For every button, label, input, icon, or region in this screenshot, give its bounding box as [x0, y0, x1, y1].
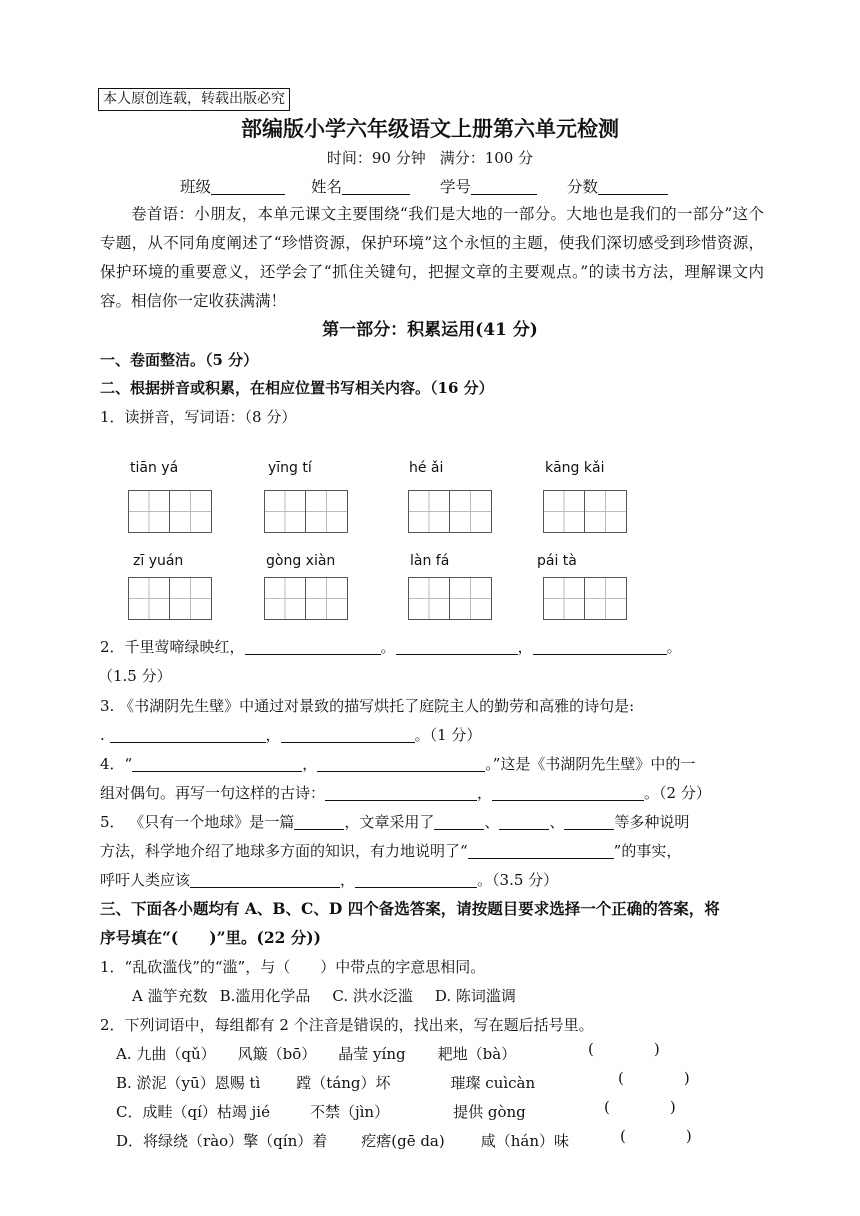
part1-heading: 第一部分：积累运用(41 分) [322, 320, 538, 340]
id-label: 学号 [440, 178, 472, 196]
q5-blank-2[interactable] [434, 813, 484, 830]
exam-meta [0, 146, 860, 170]
row-d-item-2: 疙瘩(gē da) [361, 1132, 445, 1150]
q5-blank-1[interactable] [294, 813, 344, 830]
q5-text-f: 呼吁人类应该 [100, 871, 191, 889]
name-blank[interactable] [342, 178, 410, 195]
mc2-stem: 2．下列词语中，每组都有 2 个注音是错误的，找出来，写在题后括号里。 [100, 1016, 594, 1034]
q5-blank-3[interactable] [499, 813, 549, 830]
row-b-item-2: 蹚（táng）坏 [296, 1074, 391, 1092]
student-info [180, 174, 668, 200]
writing-grid-8[interactable] [543, 577, 627, 620]
writing-grid-7[interactable] [408, 577, 492, 620]
q5-line-3: 呼吁人类应该 ， 。（3.5 分） [100, 871, 559, 889]
section1-heading: 一、卷面整洁。（5 分） [100, 351, 259, 369]
q5-blank-6[interactable] [190, 871, 340, 888]
q2-line: 2．千里莺啼绿映红， 。 ， 。 [100, 638, 682, 656]
q4-line-2: 组对偶句。再写一句这样的古诗： ， 。（2 分） [100, 784, 711, 802]
row-a-item-2: 风簸（bō） [237, 1045, 317, 1063]
name-label: 姓名 [311, 178, 343, 196]
q3-blank-1[interactable] [110, 726, 266, 743]
q4-text-c: 组对偶句。再写一句这样的古诗： [100, 784, 326, 802]
q5-text-d: 方法，科学地介绍了地球多方面的知识，有力地说明了“ [100, 842, 468, 860]
intro-paragraph: 卷首语：小朋友，本单元课文主要围绕“我们是大地的一部分。大地也是我们的一部分”这个专题，从不同角度阐述了“珍惜资源，保护环境”这个永恒的主题，使我们深切感受到珍惜资源，保护环境的重要意义，还学会了“抓住关键句，把握文章的主要观点。”的读书方法，理解课文内容。相信你一定收获满满！ [100, 205, 764, 310]
section3-heading-1: 三、下面各小题均有 A、B、C、D 四个备选答案，请按题目要求选择一个正确的答案，将 [100, 899, 720, 918]
q5-blank-4[interactable] [564, 813, 614, 830]
q5-line-2 [100, 838, 681, 864]
score-label: 分数 [567, 178, 599, 196]
time-limit: 时间：90 分钟 [326, 149, 426, 167]
q4-text-a: 4．“ [100, 755, 133, 773]
row-d-item-1: D．将绿绕（rào）擎（qín）着 [116, 1132, 328, 1150]
pinyin-2: yīng tí [268, 460, 312, 476]
q2-text: 2．千里莺啼绿映红， [100, 638, 245, 656]
q3-text: 3. 《书湖阴先生壁》中通过对景致的描写烘托了庭院主人的勤劳和高雅的诗句是: [100, 697, 635, 715]
row-c-answer-paren[interactable]: ( ) [604, 1098, 676, 1116]
mc2-row-c [116, 1099, 526, 1125]
q5-text-b: ，文章采用了 [344, 813, 435, 831]
row-b-answer-paren[interactable]: ( ) [618, 1069, 690, 1087]
q2-blank-3[interactable] [533, 638, 667, 655]
exam-title: 部编版小学六年级语文上册第六单元检测 [241, 116, 619, 141]
row-a-item-1: A. 九曲（qǔ） [116, 1045, 216, 1063]
row-a-answer-paren[interactable]: ( ) [588, 1040, 660, 1058]
row-a-item-4: 耙地（bà） [437, 1045, 517, 1063]
row-d-item-3: 咸（hán）味 [480, 1132, 569, 1150]
pinyin-8: pái tà [537, 553, 577, 569]
q2-points: （1.5 分） [98, 667, 172, 685]
row-d-answer-paren[interactable]: ( ) [620, 1127, 692, 1145]
q4-blank-3[interactable] [325, 784, 477, 801]
q5-blank-5[interactable] [468, 842, 614, 859]
copyright-stamp: 本人原创连载，转载出版必究 [98, 88, 290, 111]
mc1-option-c[interactable]: C. 洪水泛滥 [332, 987, 413, 1005]
mc1-option-a[interactable]: A 滥竽充数 [132, 987, 208, 1005]
mc1-option-d[interactable]: D. 陈词滥调 [434, 987, 516, 1005]
writing-grid-1[interactable] [128, 490, 212, 533]
row-b-item-3: 璀璨 cuìcàn [450, 1074, 536, 1092]
row-b-item-1: B. 淤泥（yū）恩赐 tì [116, 1074, 261, 1092]
q5-text-a: 5． 《只有一个地球》是一篇 [100, 813, 295, 831]
pinyin-5: zī yuán [133, 553, 184, 569]
row-c-item-1: C．成畦（qí）枯竭 jié [116, 1103, 270, 1121]
mc2-row-d [116, 1128, 569, 1154]
q3-blank-2[interactable] [281, 726, 415, 743]
score-blank[interactable] [598, 178, 668, 195]
class-label: 班级 [180, 178, 212, 196]
q3-line: . ， 。（1 分） [100, 726, 482, 744]
q2-blank-1[interactable] [245, 638, 381, 655]
writing-grid-4[interactable] [543, 490, 627, 533]
row-c-item-3: 提供 gòng [453, 1103, 526, 1121]
id-blank[interactable] [471, 178, 537, 195]
q5-blank-7[interactable] [355, 871, 477, 888]
pinyin-3: hé ǎi [409, 460, 444, 476]
q4-text-b: ”这是《书湖阴先生壁》中的一 [492, 755, 696, 773]
section3-heading-2: 序号填在“( )”里。(22 分)) [100, 928, 321, 947]
pinyin-4: kāng kǎi [545, 460, 605, 476]
mc1-option-b[interactable]: B.滥用化学品 [219, 987, 311, 1005]
writing-grid-3[interactable] [408, 490, 492, 533]
q5-line-1: 5． 《只有一个地球》是一篇 ，文章采用了 、 、 等多种说明 [100, 813, 690, 831]
q4-blank-4[interactable] [492, 784, 644, 801]
q3-points: （1 分） [429, 726, 482, 744]
full-score: 满分：100 分 [439, 149, 534, 167]
row-c-item-2: 不禁（jìn） [309, 1103, 390, 1121]
q4-line-1: 4．“ ， 。”这是《书湖阴先生壁》中的一 [100, 755, 696, 773]
q5-text-c: 等多种说明 [614, 813, 690, 831]
q4-points: （2 分） [659, 784, 711, 802]
q2-blank-2[interactable] [396, 638, 518, 655]
writing-grid-2[interactable] [264, 490, 348, 533]
pinyin-1: tiān yá [130, 460, 179, 476]
pinyin-7: làn fá [410, 553, 450, 569]
mc2-row-a [116, 1041, 516, 1067]
writing-grid-5[interactable] [128, 577, 212, 620]
pinyin-6: gòng xiàn [266, 553, 336, 569]
section2-heading: 二、根据拼音或积累，在相应位置书写相关内容。（16 分） [100, 379, 494, 397]
q1-text: 1．读拼音，写词语：（8 分） [100, 408, 297, 426]
row-a-item-3: 晶莹 yíng [338, 1045, 406, 1063]
class-blank[interactable] [211, 178, 285, 195]
mc1-options [132, 983, 516, 1009]
q5-points: （3.5 分） [492, 871, 559, 889]
writing-grid-6[interactable] [264, 577, 348, 620]
q4-blank-2[interactable] [317, 755, 485, 772]
mc2-row-b [116, 1070, 535, 1096]
mc1-stem: 1．“乱砍滥伐”的“滥”，与（ ）中带点的字意思相同。 [100, 958, 486, 976]
q5-text-e: ”的事实， [613, 842, 682, 860]
q4-blank-1[interactable] [132, 755, 302, 772]
